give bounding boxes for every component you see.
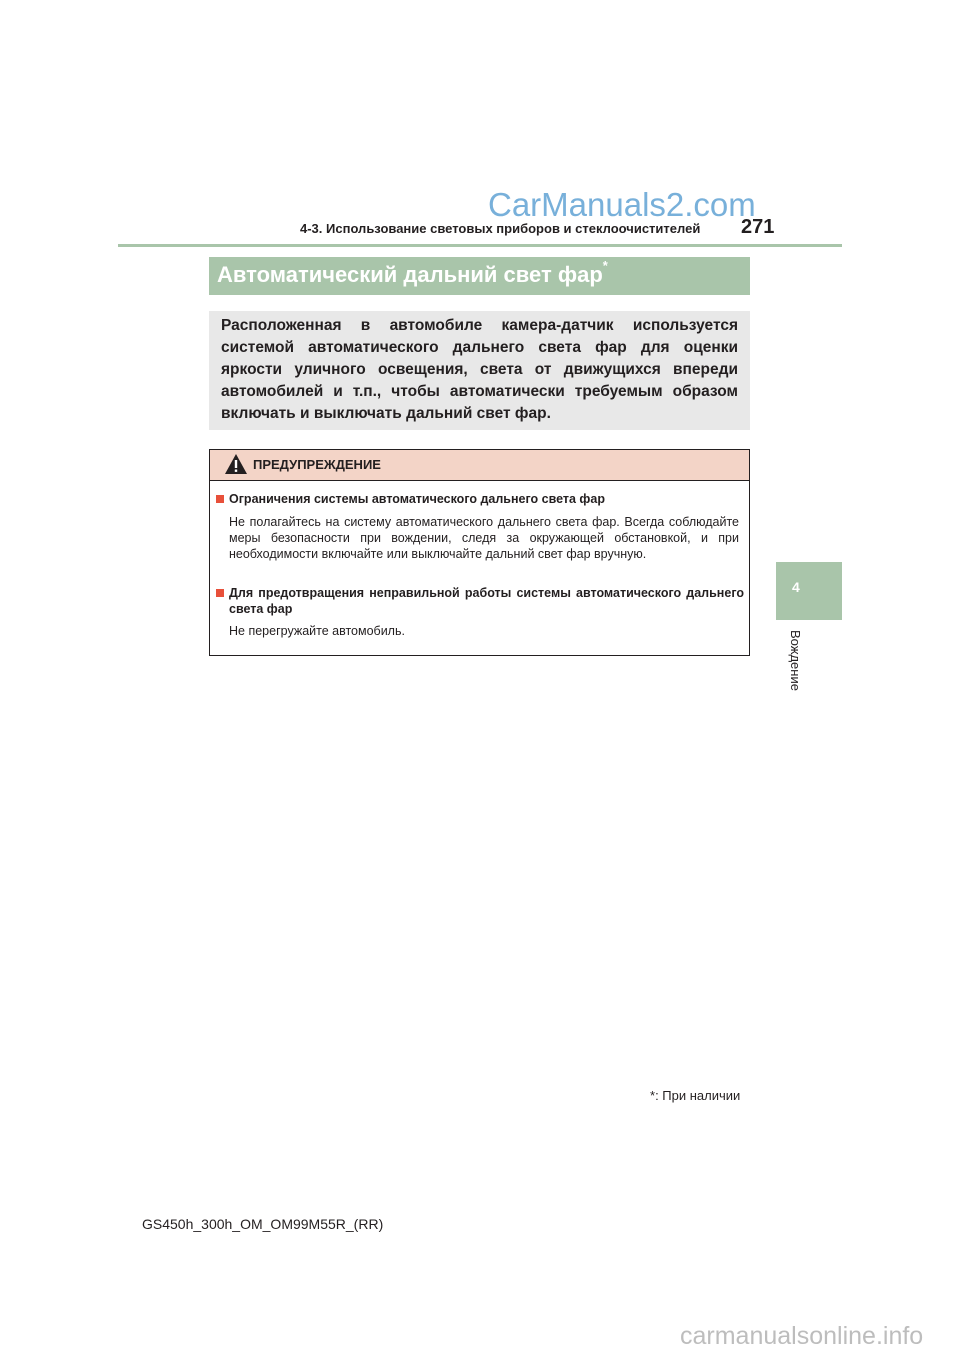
chapter-label: Вождение bbox=[788, 630, 803, 691]
warning-item-1-text: Не полагайтесь на систему автоматического дальнего света фар. Всегда соблюдайте меры безопасности при вождении, следя за окружающей обстановкой, и при необходимости включайте или выключайте дальний свет фар вручную. bbox=[229, 515, 739, 562]
warning-triangle-icon bbox=[224, 453, 248, 475]
watermark-top: CarManuals2.com bbox=[488, 186, 756, 223]
footnote bbox=[650, 1088, 740, 1103]
intro-text: Расположенная в автомобиле камера-датчик используется системой автоматического дальнего света фар для оценки яркости уличного освещения, света от движущихся впереди автомобилей и т.п., чтобы автоматически требуемым образом включать и выключать дальний свет фар. bbox=[221, 317, 738, 422]
chapter-tab bbox=[776, 562, 842, 620]
warning-item-1-heading: Ограничения системы автоматического дальнего света фар bbox=[216, 491, 744, 507]
page-title-text: Автоматический дальний свет фар bbox=[217, 262, 603, 287]
chapter-number: 4 bbox=[792, 579, 800, 595]
header-rule bbox=[118, 244, 842, 247]
bullet-square-icon bbox=[216, 589, 224, 597]
intro-box bbox=[209, 311, 750, 430]
title-asterisk: * bbox=[602, 258, 608, 273]
warning-box bbox=[209, 449, 750, 656]
footnote-text: : При наличии bbox=[655, 1088, 741, 1103]
warning-item-2-heading: Для предотвращения неправильной работы системы автоматического дальнего света фар bbox=[216, 585, 744, 617]
footnote-asterisk: * bbox=[650, 1088, 656, 1103]
page-number: 271 bbox=[741, 216, 775, 238]
section-header: 4-3. Использование световых приборов и стеклоочистителей bbox=[300, 221, 701, 236]
warning-item-2-text: Не перегружайте автомобиль. bbox=[229, 624, 405, 638]
bullet-square-icon bbox=[216, 495, 224, 503]
footer-document-id: GS450h_300h_OM_OM99M55R_(RR) bbox=[142, 1216, 384, 1232]
watermark-bottom: carmanualsonline.info bbox=[680, 1322, 924, 1350]
warning-title: ПРЕДУПРЕЖДЕНИЕ bbox=[253, 457, 381, 472]
title-bar bbox=[209, 257, 750, 295]
warning-header bbox=[210, 450, 749, 481]
page-title bbox=[217, 258, 608, 288]
